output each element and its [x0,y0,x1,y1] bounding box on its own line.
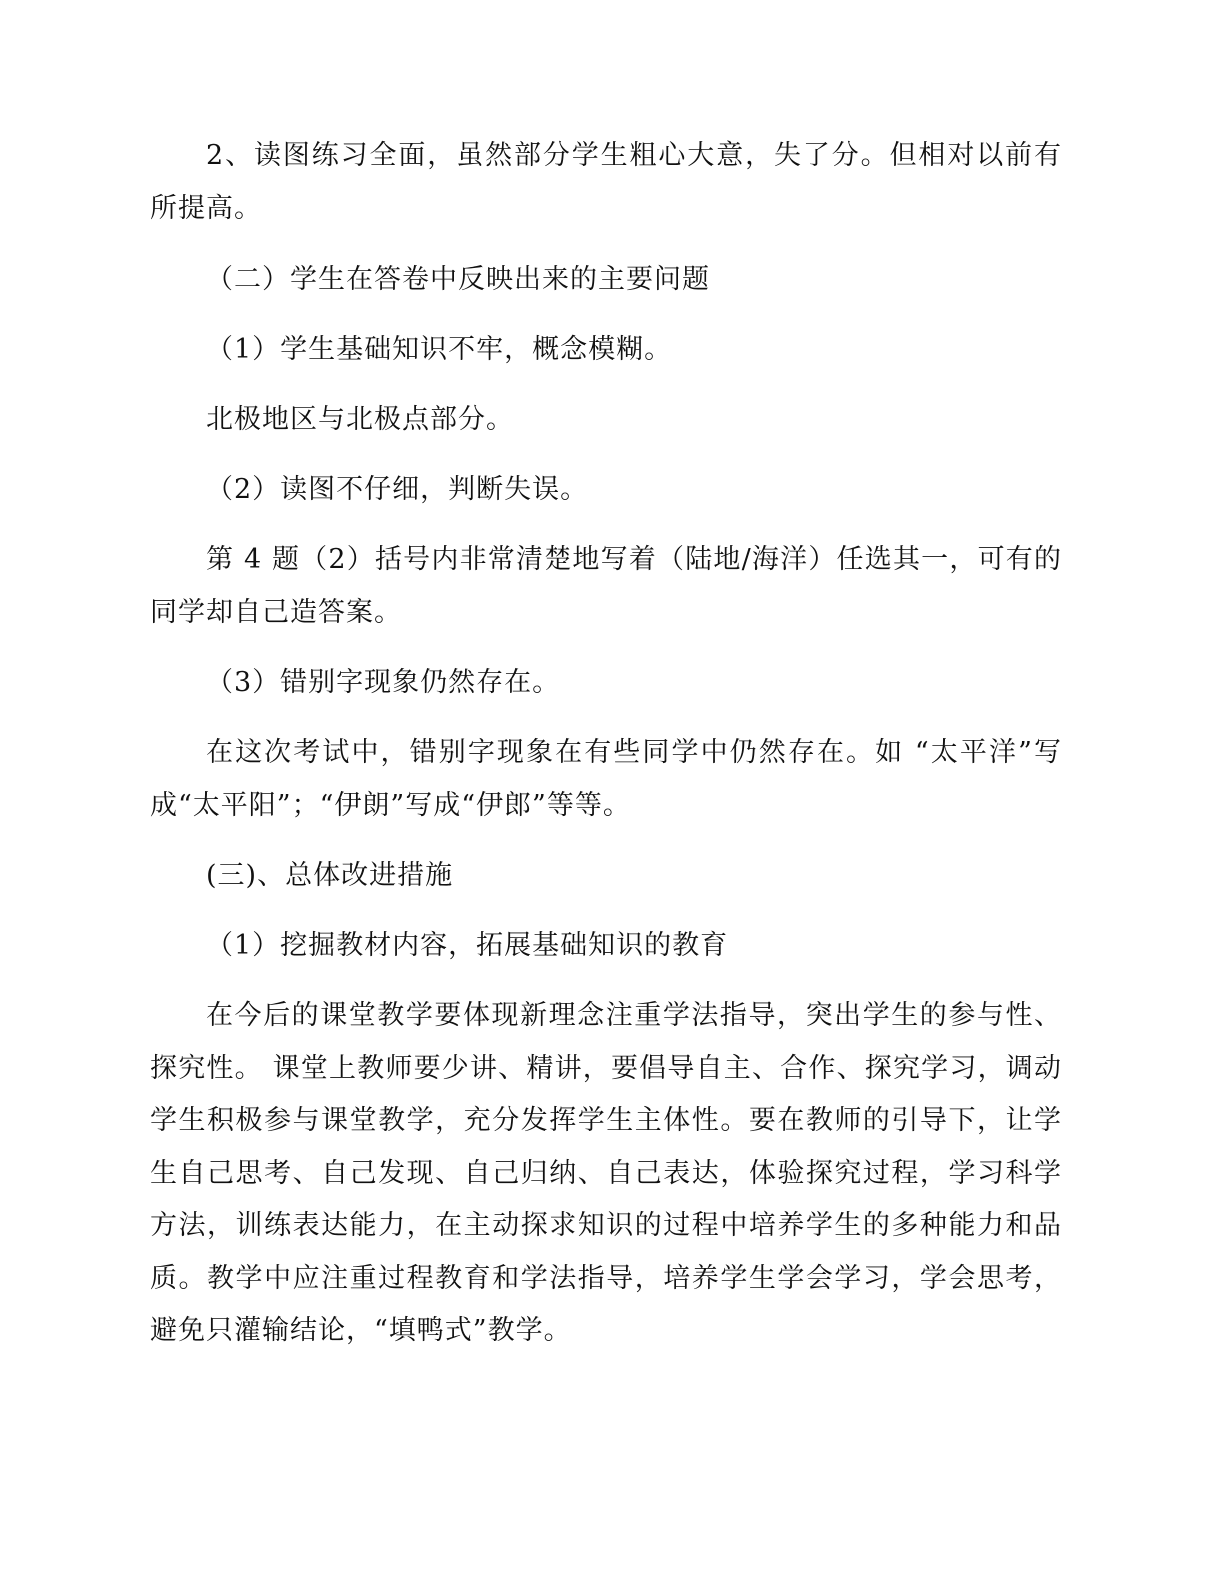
paragraph-reading-practice: 2、读图练习全面，虽然部分学生粗心大意，失了分。但相对以前有所提高。 [150,140,1062,224]
paragraph-teaching-approach: 在今后的课堂教学要体现新理念注重学法指导，突出学生的参与性、探究性。 课堂上教师要少讲、精讲，要倡导自主、合作、探究学习，调动学生积极参与课堂教学，充分发挥学生主体性。要在教师的引导下，让学生自己思考、自己发现、自己归纳、自己表达，体验探究过程，学习科学方法，训练表达能力，在主动探求知识的过程中培养学生的多种能力和品质。教学中应注重过程教育和学法指导，培养学生学会学习，学会思考，避免只灌输结论，“填鸭式”教学。 [150,1000,1062,1346]
subheading-map-reading: （2）读图不仔细，判断失误。 [206,474,589,505]
paragraph-question-4: 第 4 题（2）括号内非常清楚地写着（陆地/海洋）任选其一，可有的同学却自己造答案。 [150,544,1062,628]
subheading-basic-knowledge: （1）学生基础知识不牢，概念模糊。 [206,334,673,365]
section-heading-improvements: (三)、总体改进措施 [206,860,454,891]
subheading-textbook-content: （1）挖掘教材内容，拓展基础知识的教育 [206,930,729,961]
subheading-typos: （3）错别字现象仍然存在。 [206,667,561,698]
paragraph-typo-examples: 在这次考试中，错别字现象在有些同学中仍然存在。如 “太平洋”写成“太平阳”；“伊朗”写成“伊郎”等等。 [150,737,1062,821]
section-heading-main-problems: （二）学生在答卷中反映出来的主要问题 [206,264,710,295]
paragraph-arctic-region: 北极地区与北极点部分。 [206,404,514,435]
